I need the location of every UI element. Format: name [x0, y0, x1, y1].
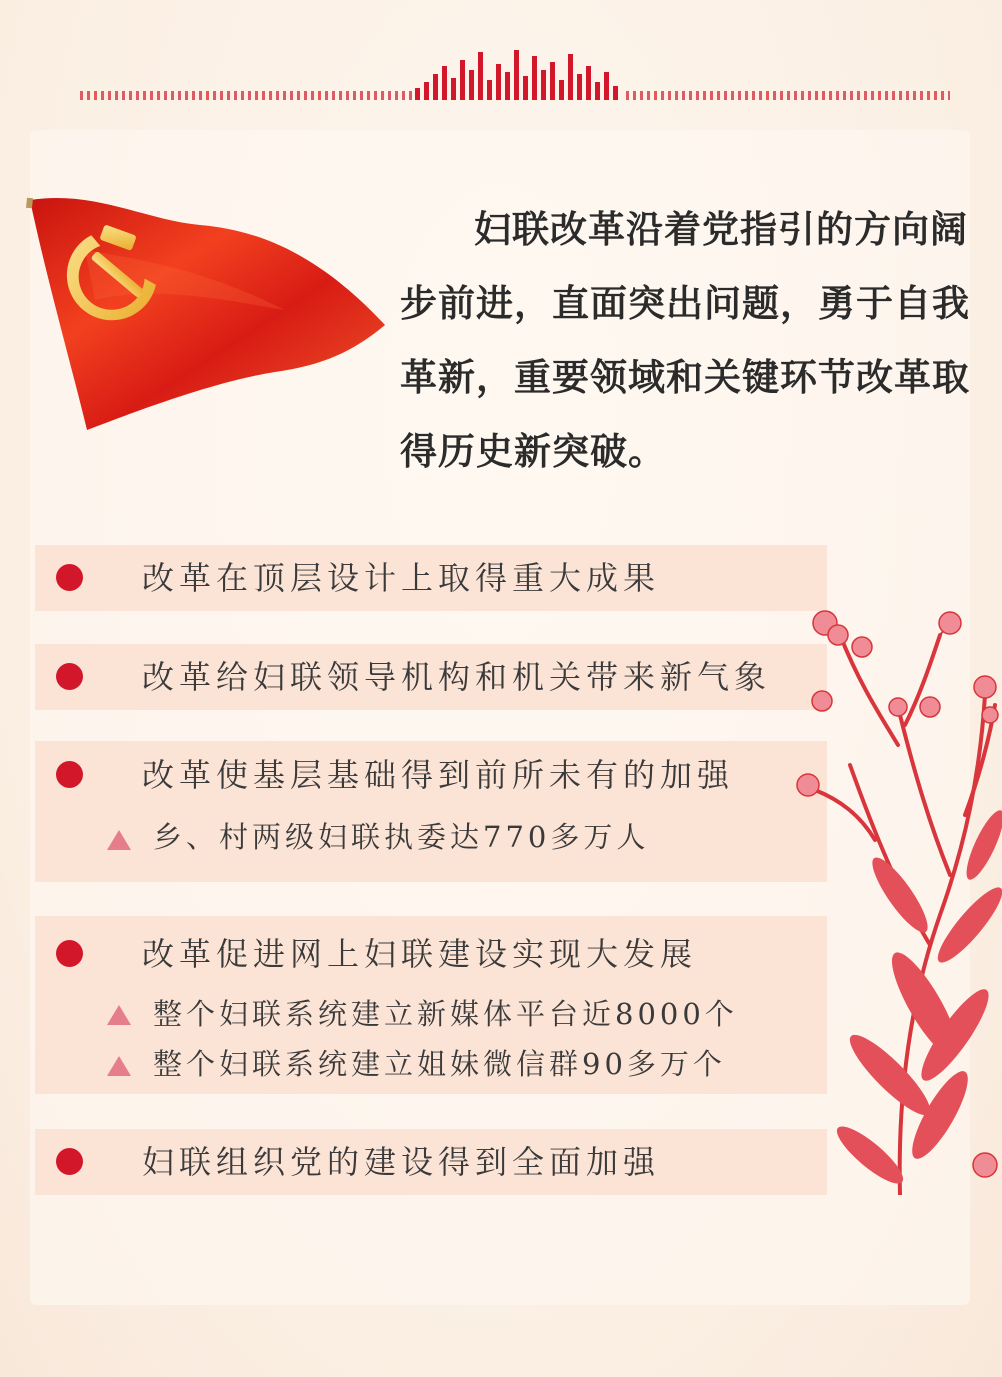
wave-bar [559, 80, 564, 100]
party-flag-icon [25, 190, 390, 440]
wave-bar [586, 66, 591, 100]
wave-dot [640, 91, 643, 100]
wave-dot [143, 91, 146, 100]
wave-dot [633, 91, 636, 100]
wave-dot [283, 91, 286, 100]
wave-dot [304, 91, 307, 100]
wave-dot [101, 91, 104, 100]
section-online-federation [35, 916, 827, 1094]
wave-dot [87, 91, 90, 100]
wave-bar [487, 80, 492, 100]
wave-dot [346, 91, 349, 100]
wave-dot [311, 91, 314, 100]
wave-bar [595, 82, 600, 100]
wave-dot [717, 91, 720, 100]
wave-dot [199, 91, 202, 100]
wave-bar [577, 74, 582, 100]
wave-bar [442, 66, 447, 100]
wave-dot [108, 91, 111, 100]
wave-dot [948, 91, 950, 100]
wave-bar [424, 82, 429, 100]
wave-dot [129, 91, 132, 100]
wave-dot [815, 91, 818, 100]
wave-dot [115, 91, 118, 100]
triangle-bullet-icon [107, 830, 131, 850]
wave-dot [843, 91, 846, 100]
section-title: 改革使基层基础得到前所未有的加强 [142, 756, 735, 794]
section-top-level-design [35, 545, 827, 611]
wave-dot [885, 91, 888, 100]
wave-bar [514, 50, 519, 100]
wave-bar [469, 70, 474, 100]
wave-dot [913, 91, 916, 100]
wave-dot [731, 91, 734, 100]
wave-dot [192, 91, 195, 100]
wave-bar [604, 72, 609, 100]
red-bullet-icon [56, 564, 83, 591]
red-bullet-icon [56, 761, 83, 788]
wave-dot [262, 91, 265, 100]
wave-dot [801, 91, 804, 100]
red-bullet-icon [56, 1148, 83, 1175]
wave-dot [206, 91, 209, 100]
wave-bar [541, 70, 546, 100]
wave-dot [647, 91, 650, 100]
wave-dot [927, 91, 930, 100]
wave-dot [353, 91, 356, 100]
wave-bar [415, 88, 420, 100]
wave-dot [388, 91, 391, 100]
section-title: 妇联组织党的建设得到全面加强 [142, 1143, 661, 1181]
wave-dot [787, 91, 790, 100]
wave-bar [496, 64, 501, 100]
section-title: 改革给妇联领导机构和机关带来新气象 [142, 658, 772, 696]
wave-dot [766, 91, 769, 100]
section-party-building [35, 1129, 827, 1195]
wave-dot [794, 91, 797, 100]
wave-bar [460, 60, 465, 100]
wave-dot [710, 91, 713, 100]
wave-dot [724, 91, 727, 100]
wave-dot [836, 91, 839, 100]
wave-dot [367, 91, 370, 100]
wave-dot [899, 91, 902, 100]
wave-dot [241, 91, 244, 100]
wave-dot [80, 91, 83, 100]
wave-dot [696, 91, 699, 100]
wave-dot [920, 91, 923, 100]
intro-paragraph: 妇联改革沿着党指引的方向阔步前进，直面突出问题，勇于自我革新，重要领域和关键环节改革取得历史新突破。 [400, 207, 970, 473]
wave-dot [136, 91, 139, 100]
wave-dot [689, 91, 692, 100]
wave-dot [213, 91, 216, 100]
wave-dot [829, 91, 832, 100]
wave-dot [654, 91, 657, 100]
wave-dot [864, 91, 867, 100]
wave-dot [94, 91, 97, 100]
wave-dot [738, 91, 741, 100]
wave-dot [745, 91, 748, 100]
wave-dot [752, 91, 755, 100]
wave-dot [395, 91, 398, 100]
wave-dot [892, 91, 895, 100]
wave-dot [339, 91, 342, 100]
wave-dot [857, 91, 860, 100]
wave-bar [478, 52, 483, 100]
wave-dot [822, 91, 825, 100]
wave-dot [276, 91, 279, 100]
red-bullet-icon [56, 940, 83, 967]
triangle-bullet-icon [107, 1056, 131, 1076]
wave-dot [122, 91, 125, 100]
wave-dot [906, 91, 909, 100]
section-sub-item: 整个妇联系统建立新媒体平台近8000个 [153, 997, 738, 1031]
wave-dot [675, 91, 678, 100]
wave-dot [626, 91, 629, 100]
wave-dot [220, 91, 223, 100]
section-sub-item: 乡、村两级妇联执委达770多万人 [153, 820, 650, 854]
wave-dot [269, 91, 272, 100]
wave-dot [164, 91, 167, 100]
wave-dot [290, 91, 293, 100]
section-sub-item: 整个妇联系统建立姐妹微信群90多万个 [153, 1047, 726, 1081]
wave-bar [451, 78, 456, 100]
wave-dot [703, 91, 706, 100]
wave-dot [234, 91, 237, 100]
wave-bar [568, 54, 573, 100]
wave-dot [878, 91, 881, 100]
red-bullet-icon [56, 663, 83, 690]
wave-bar [523, 76, 528, 100]
wave-dot [759, 91, 762, 100]
section-title: 改革促进网上妇联建设实现大发展 [142, 935, 698, 973]
wave-dot [150, 91, 153, 100]
wave-dot [409, 91, 412, 100]
wave-dot [374, 91, 377, 100]
triangle-bullet-icon [107, 1005, 131, 1025]
wave-dot [773, 91, 776, 100]
sound-wave-divider [80, 50, 950, 110]
wave-bar [532, 56, 537, 100]
wave-dot [360, 91, 363, 100]
wave-dot [255, 91, 258, 100]
wave-bar [505, 72, 510, 100]
wave-dot [682, 91, 685, 100]
red-flower-branch [780, 595, 1002, 1195]
wave-dot [661, 91, 664, 100]
section-leadership-organs [35, 644, 827, 710]
wave-dot [318, 91, 321, 100]
wave-dot [332, 91, 335, 100]
wave-dot [171, 91, 174, 100]
wave-dot [808, 91, 811, 100]
wave-dot [850, 91, 853, 100]
wave-dot [297, 91, 300, 100]
wave-dot [941, 91, 944, 100]
wave-dot [325, 91, 328, 100]
section-grassroots [35, 741, 827, 882]
wave-dot [185, 91, 188, 100]
wave-dot [934, 91, 937, 100]
wave-dot [871, 91, 874, 100]
wave-dot [780, 91, 783, 100]
wave-bar [613, 86, 618, 100]
wave-dot [157, 91, 160, 100]
wave-bar [433, 74, 438, 100]
wave-dot [248, 91, 251, 100]
wave-dot [178, 91, 181, 100]
wave-bar [550, 62, 555, 100]
wave-dot [402, 91, 405, 100]
wave-dot [381, 91, 384, 100]
wave-dot [227, 91, 230, 100]
wave-dot [668, 91, 671, 100]
section-title: 改革在顶层设计上取得重大成果 [142, 559, 661, 597]
